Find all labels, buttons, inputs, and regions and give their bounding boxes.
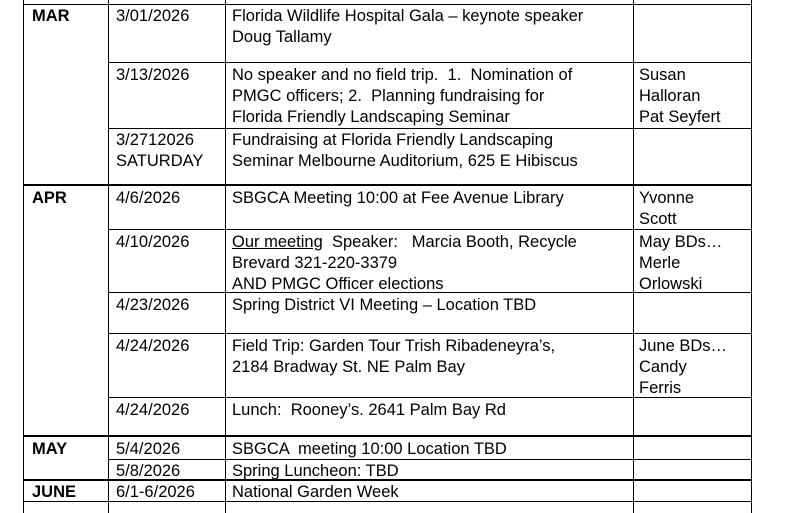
event-date: 4/24/2026 [116, 337, 190, 355]
month-label-may: MAY [32, 440, 68, 458]
month-label-june: JUNE [32, 483, 77, 501]
event-description: Doug Tallamy [232, 28, 332, 46]
event-host: Orlowski [639, 275, 703, 293]
row-divider [108, 333, 752, 334]
speaker-text: Speaker: Marcia Booth, Recycle [322, 233, 577, 251]
row-divider [108, 128, 752, 129]
event-date: 4/10/2026 [116, 233, 190, 251]
event-description: SBGCA meeting 10:00 Location TBD [232, 440, 507, 458]
event-description: Fundraising at Florida Friendly Landscaping [232, 131, 554, 149]
event-host: Merle [639, 254, 681, 272]
event-host: Halloran [639, 87, 701, 105]
event-date: 3/13/2026 [116, 66, 190, 84]
event-description: Brevard 321-220-3379 [232, 254, 398, 272]
event-host: June BDs… [639, 337, 728, 355]
event-host: May BDs… [639, 233, 723, 251]
month-label-mar: MAR [32, 7, 70, 25]
event-day: SATURDAY [116, 152, 204, 170]
our-meeting-label: Our meeting [232, 233, 323, 251]
event-description: Spring Luncheon: TBD [232, 462, 399, 480]
event-host: Susan [639, 66, 686, 84]
event-description: Seminar Melbourne Auditorium, 625 E Hibiscus [232, 152, 578, 170]
event-date: 4/23/2026 [116, 296, 190, 314]
event-date: 5/4/2026 [116, 440, 181, 458]
event-host: Yvonne [639, 189, 695, 207]
event-description [232, 232, 577, 253]
event-host: Pat Seyfert [639, 108, 721, 126]
event-description: No speaker and no field trip. 1. Nomination of [232, 66, 573, 84]
event-description: Florida Friendly Landscaping Seminar [232, 108, 510, 126]
event-date: 5/8/2026 [116, 462, 181, 480]
event-description: Spring District VI Meeting – Location TBD [232, 296, 537, 314]
event-date: 3/2712026 [116, 131, 194, 149]
event-description: SBGCA Meeting 10:00 at Fee Avenue Library [232, 189, 564, 207]
month-label-apr: APR [32, 189, 67, 207]
event-date: 6/1-6/2026 [116, 483, 195, 501]
month-divider [23, 435, 752, 437]
event-host: Scott [639, 210, 677, 228]
row-divider [108, 62, 752, 63]
event-date: 4/6/2026 [116, 189, 181, 207]
event-date: 4/24/2026 [116, 401, 190, 419]
event-description: National Garden Week [232, 483, 399, 501]
event-description: Florida Wildlife Hospital Gala – keynote speaker [232, 7, 584, 25]
event-description: PMGC officers; 2. Planning fundraising for [232, 87, 545, 105]
event-description: AND PMGC Officer elections [232, 275, 444, 293]
event-host: Ferris [639, 379, 682, 397]
month-divider [23, 184, 752, 186]
event-date: 3/01/2026 [116, 7, 190, 25]
row-divider [23, 4, 752, 5]
event-description: Field Trip: Garden Tour Trish Ribadeneyra’s, [232, 337, 556, 355]
event-host: Candy [639, 358, 687, 376]
event-description: 2184 Bradway St. NE Palm Bay [232, 358, 465, 376]
event-description: Lunch: Rooney’s. 2641 Palm Bay Rd [232, 401, 506, 419]
